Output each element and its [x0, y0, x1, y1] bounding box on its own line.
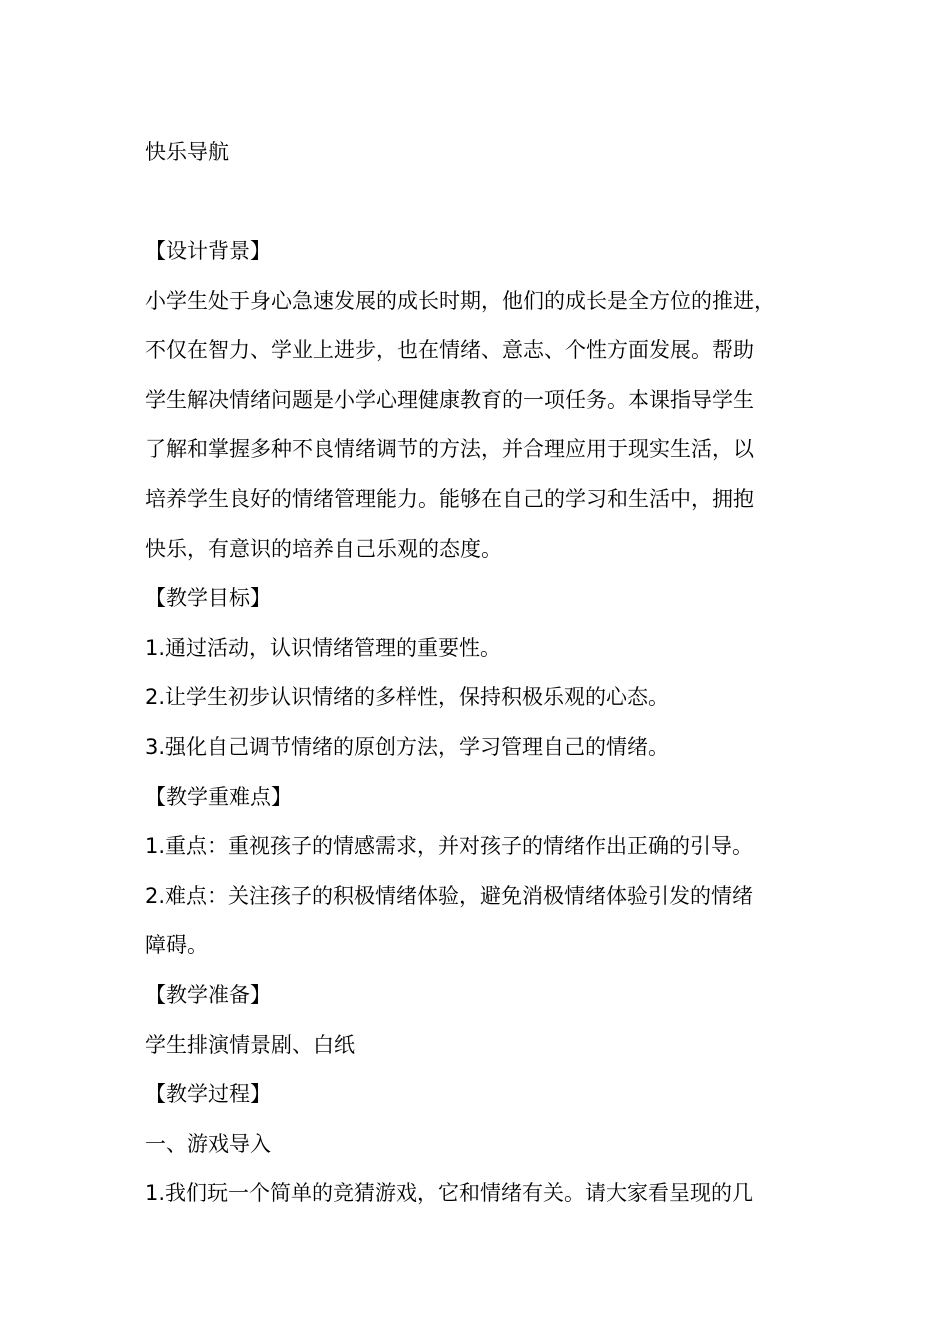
- paragraph-line: 不仅在智力、学业上进步，也在情绪、意志、个性方面发展。帮助: [145, 338, 754, 363]
- key-point-item: 2.难点：关注孩子的积极情绪体验，避免消极情绪体验引发的情绪: [145, 883, 754, 908]
- process-item: 1.我们玩一个简单的竞猜游戏，它和情绪有关。请大家看呈现的几: [145, 1181, 754, 1206]
- preparation-text: 学生排演情景剧、白纸: [145, 1032, 355, 1057]
- section-heading-key-points: 【教学重难点】: [145, 784, 292, 809]
- paragraph-line: 培养学生良好的情绪管理能力。能够在自己的学习和生活中，拥抱: [145, 486, 754, 511]
- key-point-item: 1.重点：重视孩子的情感需求，并对孩子的情绪作出正确的引导。: [145, 834, 754, 859]
- document-title: 快乐导航: [145, 140, 229, 164]
- goal-item: 1.通过活动，认识情绪管理的重要性。: [145, 635, 502, 660]
- section-heading-process: 【教学过程】: [145, 1082, 271, 1107]
- section-heading-goals: 【教学目标】: [145, 586, 271, 611]
- paragraph-line: 了解和掌握多种不良情绪调节的方法，并合理应用于现实生活，以: [145, 437, 754, 462]
- process-subheading: 一、游戏导入: [145, 1131, 271, 1156]
- document-body: [145, 234, 835, 1226]
- key-point-item-continued: 障碍。: [145, 933, 208, 958]
- paragraph-line: 快乐，有意识的培养自己乐观的态度。: [145, 536, 502, 561]
- section-heading-preparation: 【教学准备】: [145, 982, 271, 1007]
- goal-item: 2.让学生初步认识情绪的多样性，保持积极乐观的心态。: [145, 685, 670, 710]
- paragraph-line: 学生解决情绪问题是小学心理健康教育的一项任务。本课指导学生: [145, 387, 754, 412]
- section-heading-background: 【设计背景】: [145, 239, 271, 263]
- goal-item: 3.强化自己调节情绪的原创方法，学习管理自己的情绪。: [145, 734, 670, 759]
- paragraph-line: 小学生处于身心急速发展的成长时期，他们的成长是全方位的推进，: [145, 288, 775, 313]
